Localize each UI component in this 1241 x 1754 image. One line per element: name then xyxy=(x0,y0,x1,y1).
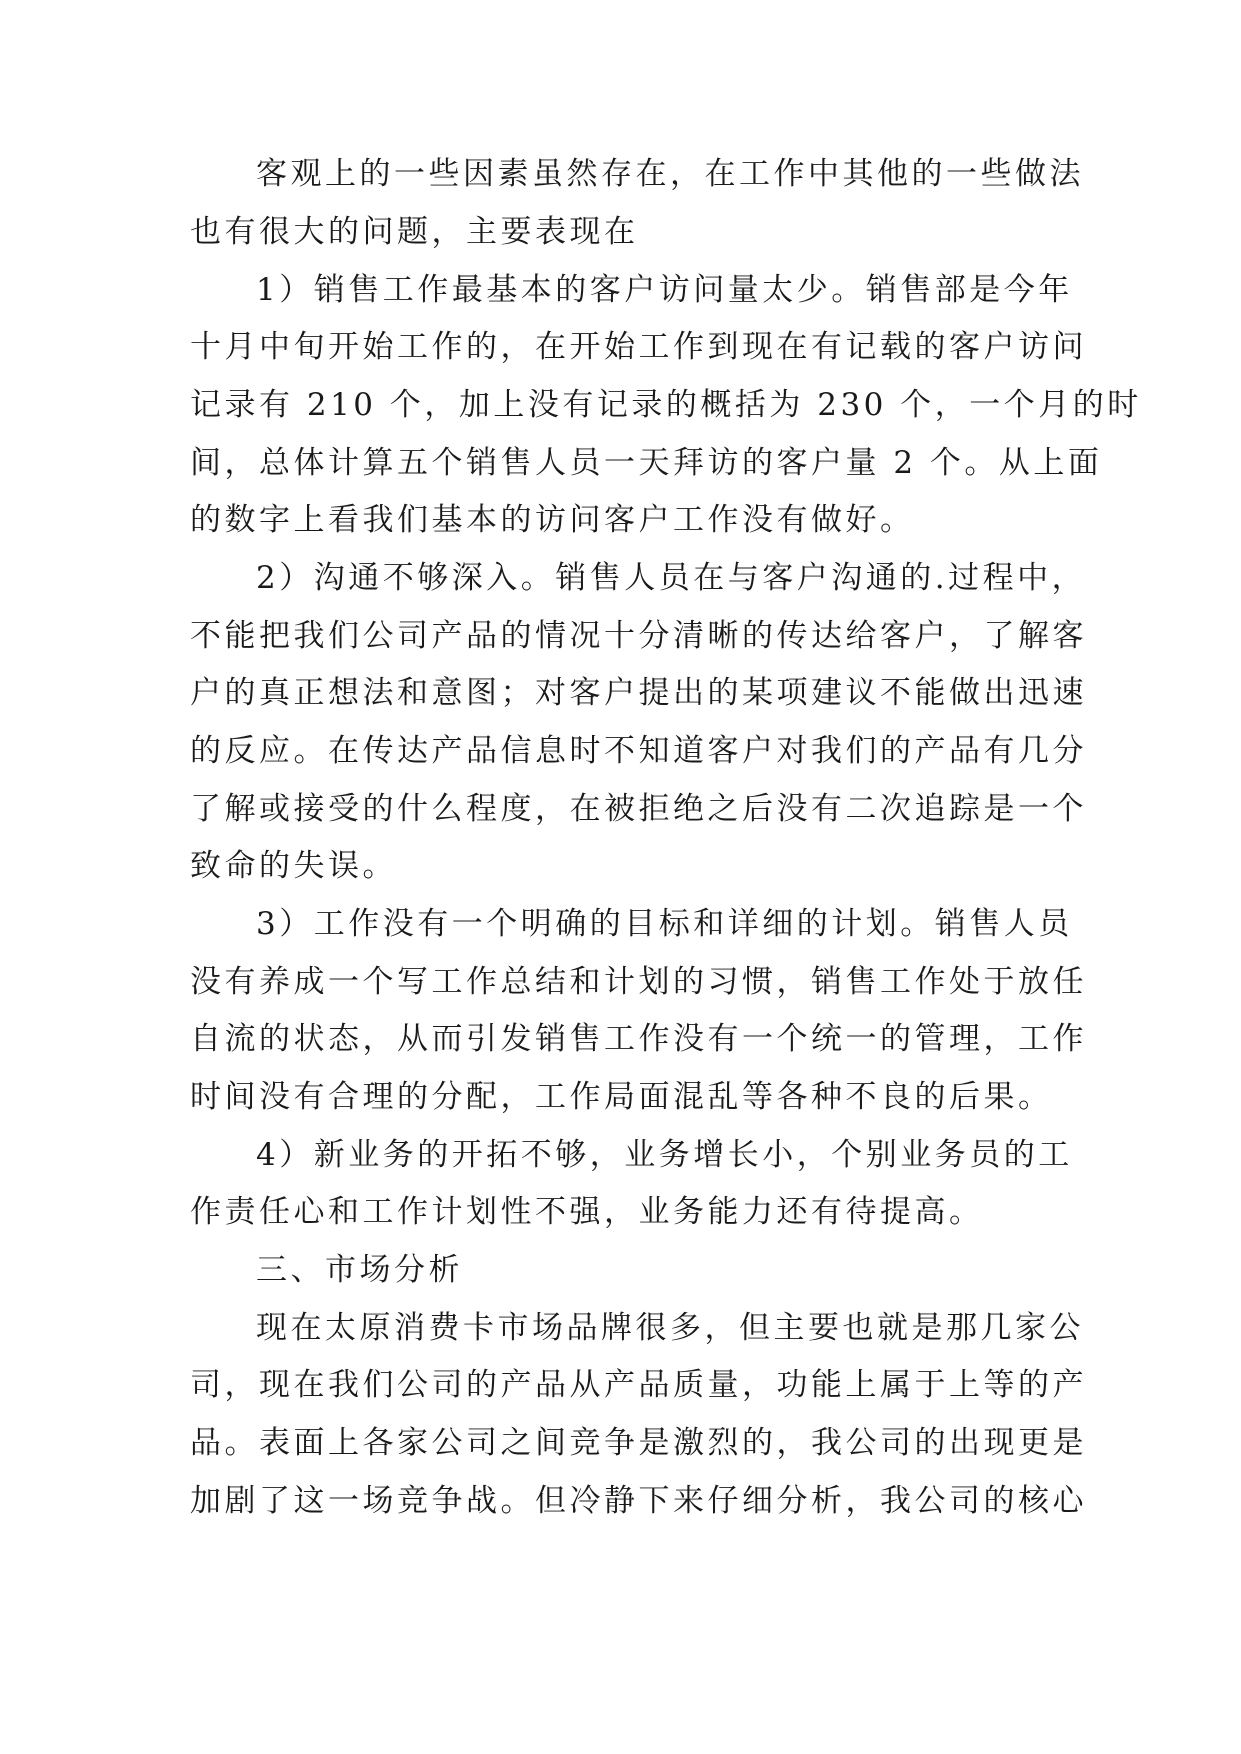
text-line: 了解或接受的什么程度，在被拒绝之后没有二次追踪是一个 xyxy=(190,791,1087,827)
text-line: 现在太原消费卡市场品牌很多，但主要也就是那几家公 xyxy=(256,1310,1084,1346)
text-line: 不能把我们公司产品的情况十分清晰的传达给客户，了解客 xyxy=(190,618,1087,654)
text-line: 的反应。在传达产品信息时不知道客户对我们的产品有几分 xyxy=(190,733,1087,769)
text-line: 3）工作没有一个明确的目标和详细的计划。销售人员 xyxy=(256,906,1073,942)
section-heading: 三、市场分析 xyxy=(256,1252,463,1288)
text-line: 没有养成一个写工作总结和计划的习惯，销售工作处于放任 xyxy=(190,964,1087,1000)
text-line: 加剧了这一场竞争战。但冷静下来仔细分析，我公司的核心 xyxy=(190,1483,1087,1519)
text-line: 户的真正想法和意图；对客户提出的某项建议不能做出迅速 xyxy=(190,675,1087,711)
text-line: 间，总体计算五个销售人员一天拜访的客户量 2 个。从上面 xyxy=(190,445,1103,481)
text-line: 客观上的一些因素虽然存在，在工作中其他的一些做法 xyxy=(256,156,1084,192)
text-line: 自流的状态，从而引发销售工作没有一个统一的管理，工作 xyxy=(190,1021,1087,1057)
text-line: 记录有 210 个，加上没有记录的概括为 230 个，一个月的时 xyxy=(190,387,1142,423)
text-line: 司，现在我们公司的产品从产品质量，功能上属于上等的产 xyxy=(190,1367,1087,1403)
text-line: 作责任心和工作计划性不强，业务能力还有待提高。 xyxy=(190,1194,984,1230)
text-line: 2）沟通不够深入。销售人员在与客户沟通的.过程中， xyxy=(256,560,1087,596)
text-line: 十月中旬开始工作的，在开始工作到现在有记载的客户访问 xyxy=(190,329,1087,365)
text-line: 的数字上看我们基本的访问客户工作没有做好。 xyxy=(190,502,915,538)
text-line: 4）新业务的开拓不够，业务增长小，个别业务员的工 xyxy=(256,1137,1073,1173)
text-line: 时间没有合理的分配，工作局面混乱等各种不良的后果。 xyxy=(190,1079,1053,1115)
text-line: 品。表面上各家公司之间竞争是激烈的，我公司的出现更是 xyxy=(190,1425,1087,1461)
text-line: 也有很大的问题，主要表现在 xyxy=(190,214,639,250)
text-line: 1）销售工作最基本的客户访问量太少。销售部是今年 xyxy=(256,272,1073,308)
text-line: 致命的失误。 xyxy=(190,848,397,884)
